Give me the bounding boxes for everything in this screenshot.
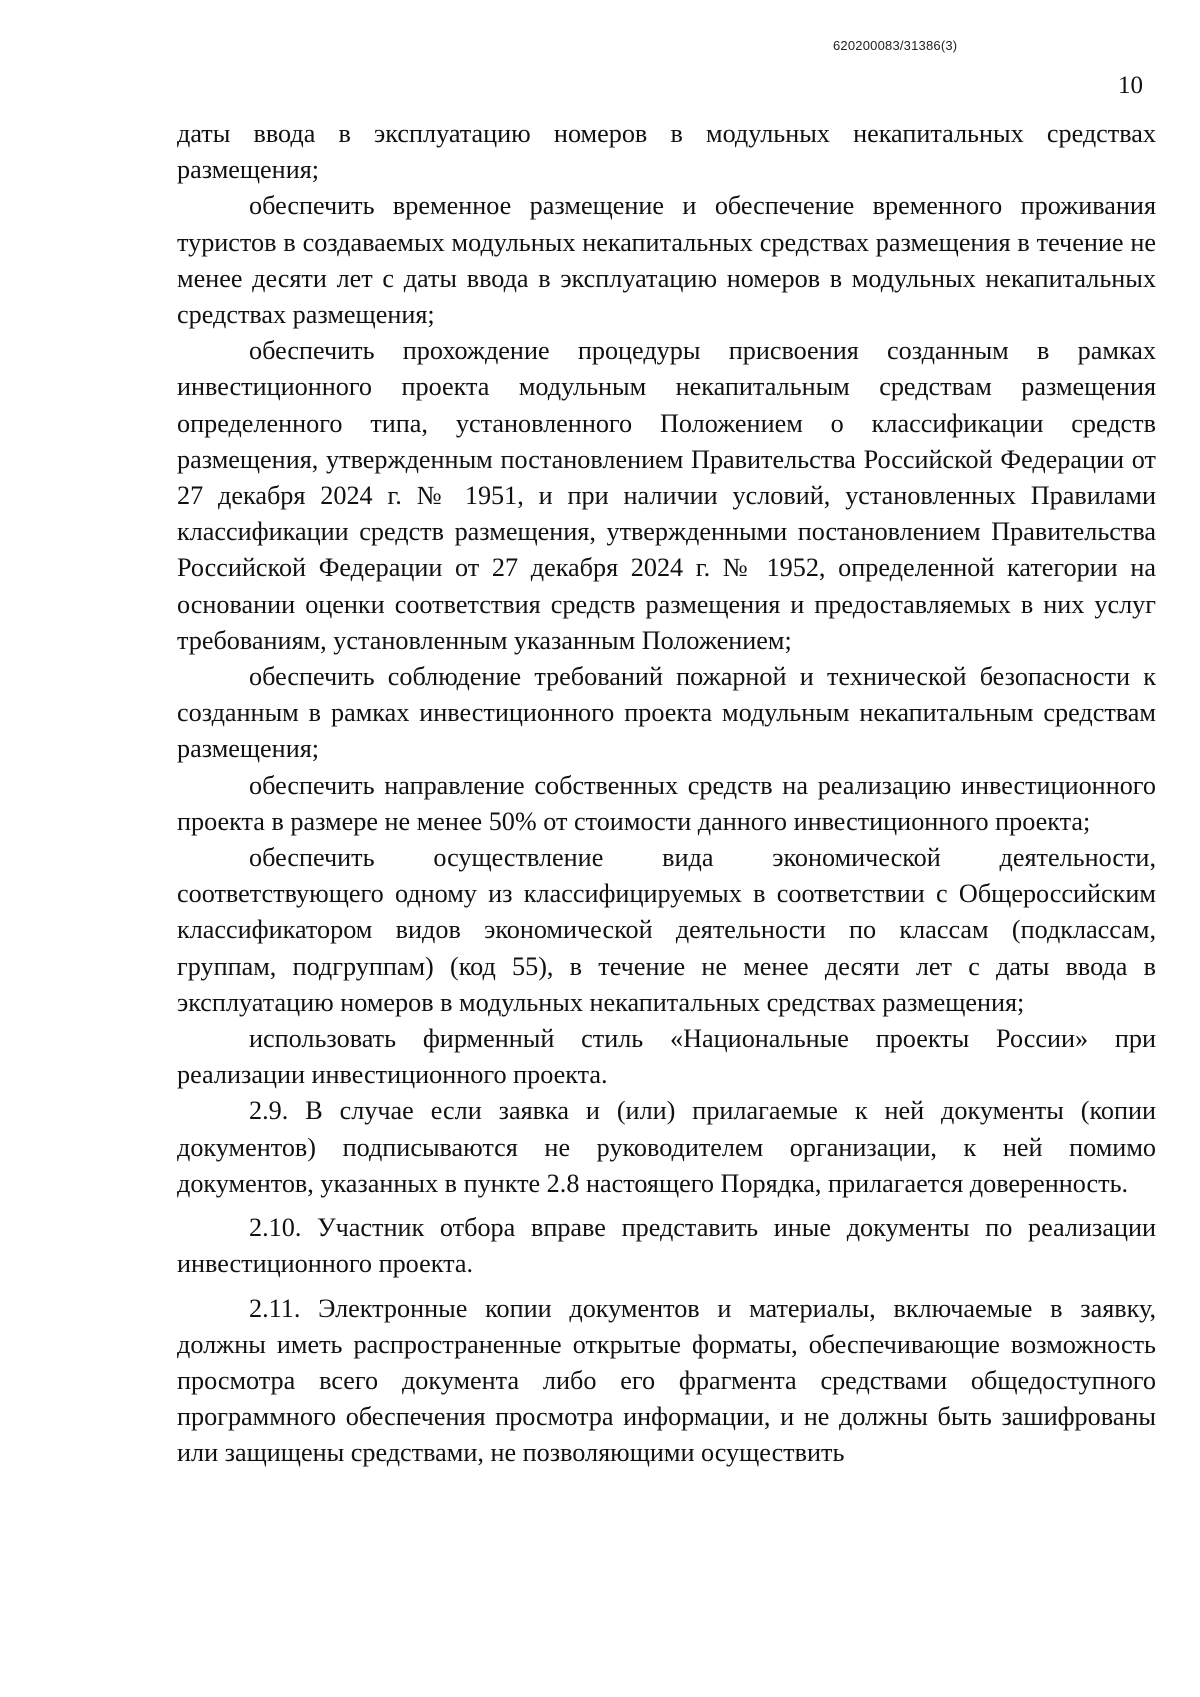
paragraph-continuation: даты ввода в эксплуатацию номеров в модульных некапитальных средствах размещения;	[177, 119, 1156, 185]
paragraph-2-11: 2.11. Электронные копии документов и материалы, включаемые в заявку, должны иметь распространенные открытые форматы, обеспечивающие возможность просмотра всего документа либо его фрагмента средствами общедоступного программного обеспечения просмотра информации, и не должны быть зашифрованы или защищены средствами, не позволяющими осуществить	[177, 1293, 1156, 1468]
paragraph-classification-procedure: обеспечить прохождение процедуры присвоения созданным в рамках инвестиционного проекта модульным некапитальным средствам размещения определенного типа, установленного Положением о классификации средств размещения, утвержденным постановлением Правительства Российской Федерации от 27 декабря 2024 г. № 1951, и при наличии условий, установленных Правилами классификации средств размещения, утвержденными постановлением Правительства Российской Федерации от 27 декабря 2024 г. № 1952, определенной категории на основании оценки соответствия средств размещения и предоставляемых в них услуг требованиям, установленным указанным Положением;	[177, 336, 1156, 655]
page-number: 10	[1118, 72, 1143, 99]
paragraph-corporate-style: использовать фирменный стиль «Национальные проекты России» при реализации инвестиционного проекта.	[177, 1024, 1156, 1090]
paragraph-fire-safety: обеспечить соблюдение требований пожарной и технической безопасности к созданным в рамках инвестиционного проекта модульным некапитальным средствам размещения;	[177, 662, 1156, 764]
paragraph-economic-activity: обеспечить осуществление вида экономической деятельности, соответствующего одному из классифицируемых в соответствии с Общероссийским классификатором видов экономической деятельности по классам (подклассам, группам, подгруппам) (код 55), в течение не менее десяти лет с даты ввода в эксплуатацию номеров в модульных некапитальных средствах размещения;	[177, 843, 1156, 1017]
paragraph-temporary-accommodation: обеспечить временное размещение и обеспечение временного проживания туристов в создаваемых модульных некапитальных средствах размещения в течение не менее десяти лет с даты ввода в эксплуатацию номеров в модульных некапитальных средствах размещения;	[177, 191, 1156, 330]
paragraph-2-10: 2.10. Участник отбора вправе представить иные документы по реализации инвестиционного проекта.	[177, 1213, 1156, 1279]
paragraph-own-funds: обеспечить направление собственных средств на реализацию инвестиционного проекта в размере не менее 50% от стоимости данного инвестиционного проекта;	[177, 770, 1156, 836]
document-body	[177, 116, 1156, 1472]
document-registration-code: 620200083/31386(3)	[833, 38, 958, 53]
paragraph-2-9: 2.9. В случае если заявка и (или) прилагаемые к ней документы (копии документов) подписываются не руководителем организации, к ней помимо документов, указанных в пункте 2.8 настоящего Порядка, прилагается доверенность.	[177, 1096, 1156, 1198]
